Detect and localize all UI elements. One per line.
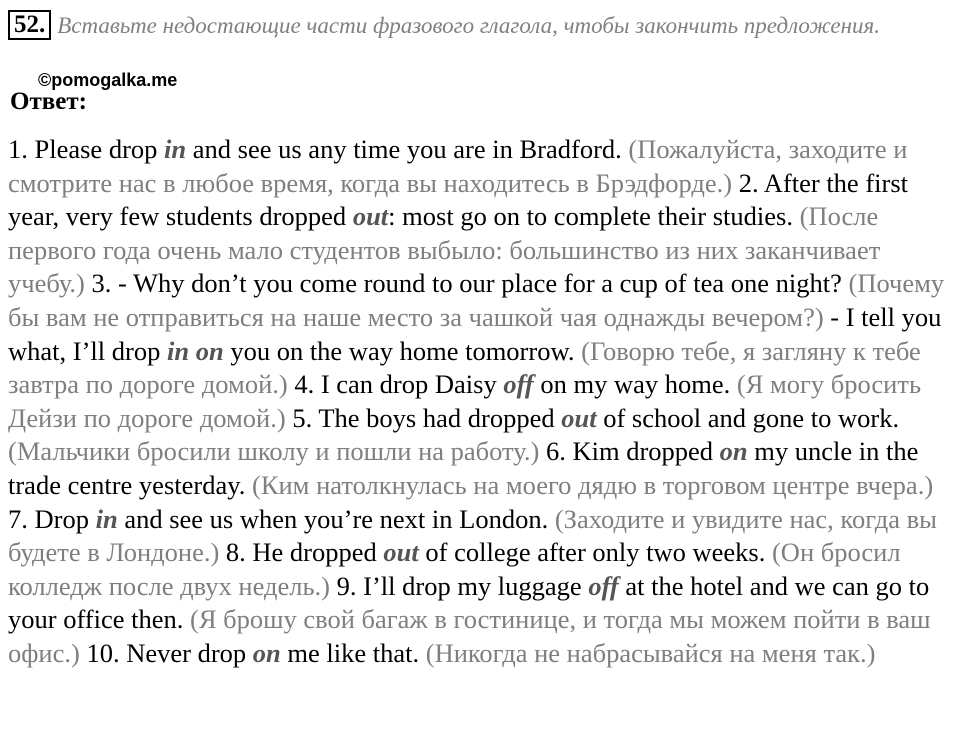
sentence-en: and see us any time you are in Bradford. xyxy=(186,134,629,164)
sentence-translation: (Никогда не набрасывайся на меня так.) xyxy=(425,637,876,668)
keyword: out xyxy=(352,201,389,232)
keyword: in xyxy=(164,134,187,164)
sentence-en: of college after only two weeks. xyxy=(418,537,772,568)
sentence-en: on my way home. xyxy=(533,369,737,400)
sentence-translation: (Ким натолкнулась на моего дядю в торговом центре вчера.) xyxy=(252,469,934,500)
keyword: off xyxy=(588,570,619,601)
sentence-en: 2. After the first year, very few students dropped xyxy=(8,167,909,232)
sentence-en: 10. Never drop xyxy=(79,637,253,668)
keyword: out xyxy=(383,537,419,568)
sentence-en: you on the way home tomorrow. xyxy=(223,335,582,366)
sentence xyxy=(80,638,876,668)
sentence-translation: (Говорю тебе, я загляну к тебе завтра по дороге домой.) xyxy=(8,335,921,400)
sentence-en: and see us when you’re next in London. xyxy=(117,503,555,534)
sentence-translation: (Пожалуйста, заходите и смотрите нас в любое время, когда вы находитесь в Брэдфорде.) xyxy=(8,134,908,198)
sentence-translation: (Я могу бросить Дейзи по дороге домой.) xyxy=(8,369,922,433)
task-header xyxy=(8,10,948,41)
sentence-en: - I tell you what, I’ll drop xyxy=(8,301,942,366)
sentence-translation: (Я брошу свой багаж в гостинице, и тогда мы можем пойти в ваш офис.) xyxy=(8,604,931,668)
sentence-en: 7. Drop xyxy=(8,503,96,534)
answer-label: Ответ: xyxy=(10,88,87,115)
sentence-en: me like that. xyxy=(280,637,426,668)
keyword: in xyxy=(95,503,118,534)
sentence-en: 3. - Why don’t you come round to our place for a cup of tea one night? xyxy=(84,268,849,299)
watermark: ©pomogalka.me xyxy=(38,70,178,90)
sentence-translation: (После первого года очень мало студентов выбыло: большинство из них заканчивает учебу.) xyxy=(8,201,881,299)
keyword: on xyxy=(252,637,281,668)
sentence-en: 5. The boys had dropped xyxy=(285,402,562,433)
sentence-en: 4. I can drop Daisy xyxy=(287,369,504,400)
sentence-en: 1. Please drop xyxy=(8,134,165,164)
keyword: off xyxy=(503,369,534,400)
sentence-en: of school and gone to work. xyxy=(596,402,900,433)
sentence-en: : most go on to complete their studies. xyxy=(388,201,800,232)
keyword: out xyxy=(561,402,597,433)
sentence xyxy=(8,268,944,332)
keyword: on xyxy=(719,436,748,467)
sentence-translation: (Заходите и увидите нас, когда вы будете в Лондоне.) xyxy=(8,503,937,568)
sentence-en: 6. Kim dropped xyxy=(539,436,720,467)
answer-body xyxy=(8,133,953,671)
sentence-translation: (Почему бы вам не отправиться на наше место за чашкой чая однажды вечером?) xyxy=(8,268,945,332)
task-instruction: Вставьте недостающие части фразового глагола, чтобы закончить предложения. xyxy=(57,13,880,38)
sentence-en: 9. I’ll drop my luggage xyxy=(330,570,589,601)
keyword: in on xyxy=(166,335,224,366)
sentence-en: 8. He dropped xyxy=(219,537,384,568)
sentence-en: my uncle in the trade centre yesterday. xyxy=(8,436,919,500)
sentence-en: at the hotel and we can go to your office then. xyxy=(8,570,930,635)
sentence-translation: (Он бросил колледж после двух недель.) xyxy=(8,537,901,601)
task-number: 52. xyxy=(8,10,51,40)
sentence-translation: (Мальчики бросили школу и пошли на работу.) xyxy=(8,436,540,467)
